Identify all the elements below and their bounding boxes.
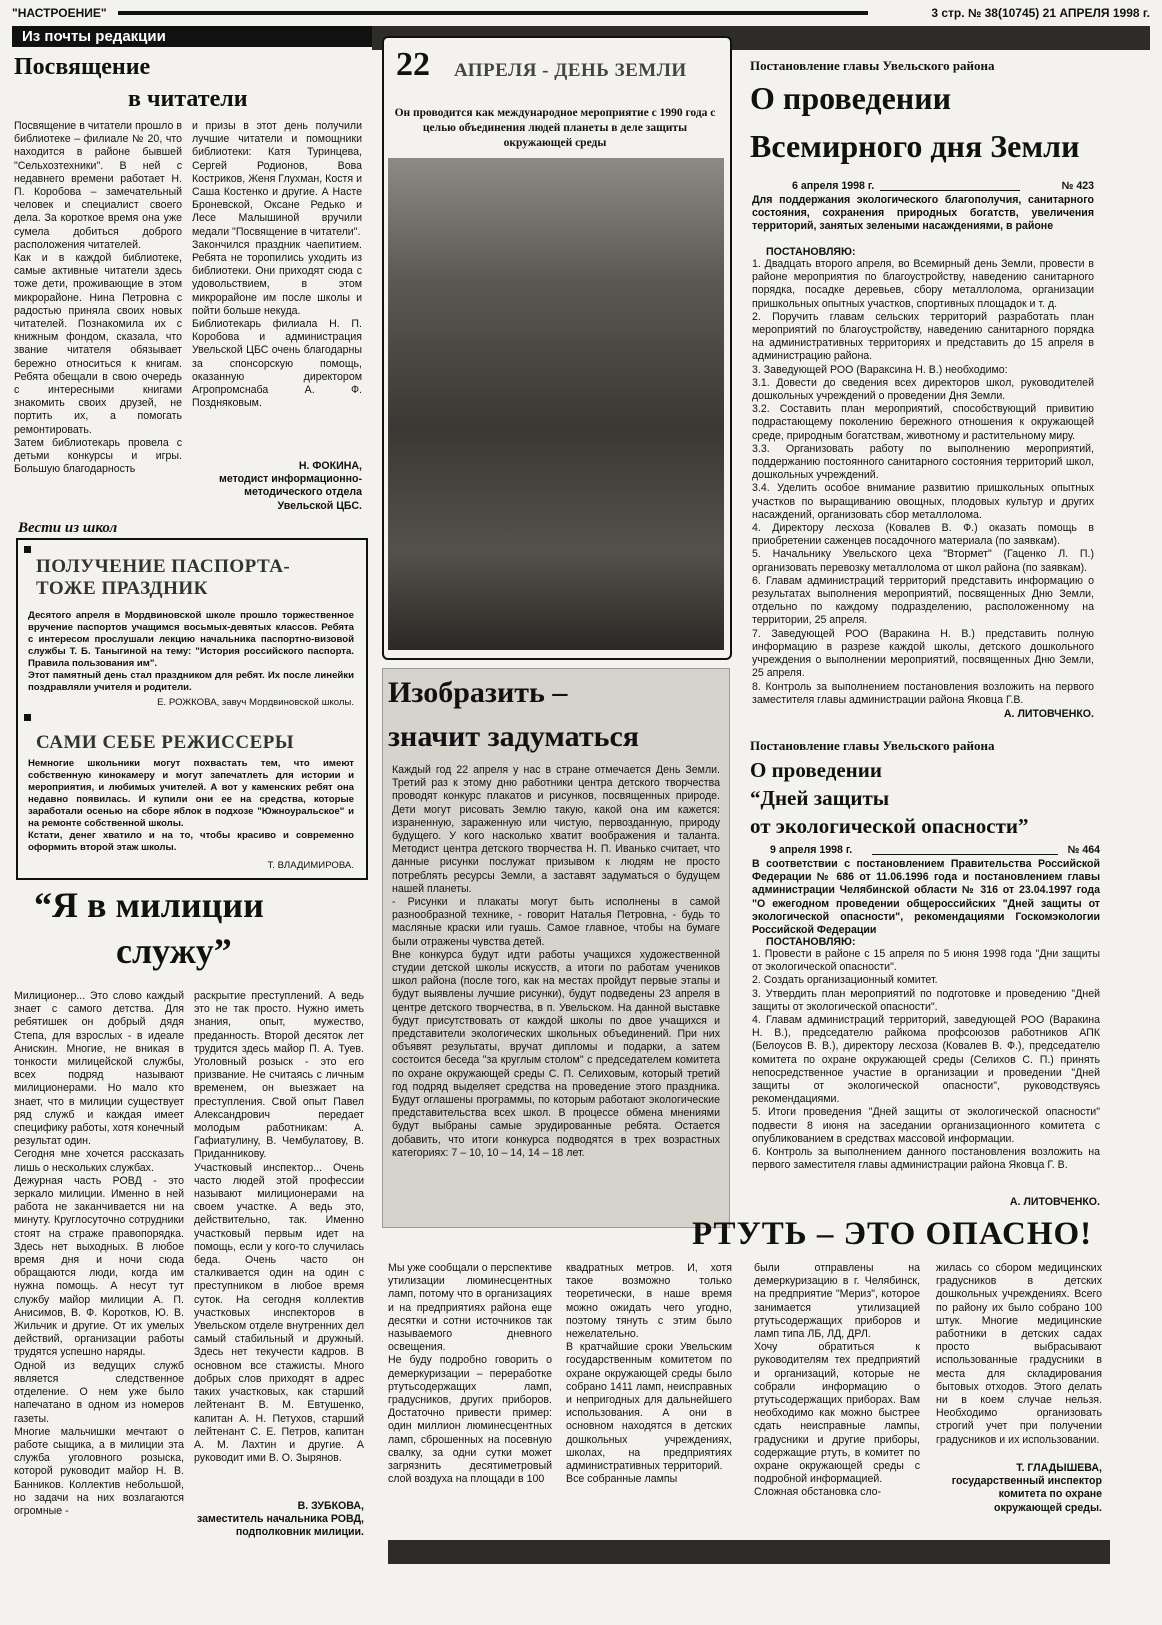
article-signature-militia: В. ЗУБКОВА, заместитель начальника РОВД, подполковник милиции.	[197, 1500, 364, 1539]
article-body-mercury-col4: жилась со сбором медицинских градусников в детских дошкольных учреждениях. Всего по району их было собрано 100 штук. Многие медицинские работники в детских садах просто выбрасывают использованные градусники в места для складирования бытовых отходов. Этого делать ни в коем случае нельзя. Необходимо организовать строгий учет при получении градусников и их использовании.	[936, 1262, 1102, 1446]
decree1-preamble: Для поддержания экологического благополучия, санитарного состояния, сохранения природных богатств, увеличения территорий, занятых зелеными насаждениями, в районе	[752, 194, 1094, 233]
school-item2-signature: Т. ВЛАДИМИРОВА.	[267, 860, 354, 871]
school-item1-signature: Е. РОЖКОВА, завуч Мордвиновской школы.	[157, 697, 354, 708]
decree2-title-2: “Дней защиты	[750, 786, 890, 810]
decree1-decree-word: ПОСТАНОВЛЯЮ:	[766, 246, 856, 258]
school-item1-body: Десятого апреля в Мордвиновской школе прошло торжественное вручение паспортов учащимся восьмых-девятых классов. Ребята с интересом прослушали лекцию начальника паспортно-визовой службы Т. Б. Таныгиной на тему: "История российского паспорта. Правила пользования им". Этот памятный день стал праздником для ребят. Их после линейки поздравляли учителя и родители.	[28, 610, 354, 693]
decree1-heading: Постановление главы Увельского района	[750, 58, 995, 73]
decree1-date-rule	[880, 190, 1020, 191]
rubric-school-news: Вести из школ	[18, 520, 118, 536]
article-title-contest: Изобразить –	[388, 676, 568, 709]
decree2-number: № 464	[1067, 844, 1100, 856]
decree1-title-2: Всемирного дня Земли	[750, 128, 1080, 164]
decree1-title: О проведении	[750, 80, 952, 116]
article-body-dedication-col2: и призы в этот день получили лучшие читатели и помощники библиотеки: Катя Туринцева, Сергей Родионов, Вова Костриков, Женя Глухман, Костя и Саша Костенко и другие. А Насте Броневской, Оксане Редько и Лесе Малышиной вручили медали "Посвящение в читатели". Закончился праздник чаепитием. Ребята не торопились уходить из библиотеки. Они приходят сюда с удовольствием, в этом микрорайоне им после школы и пойти больше некуда. Библиотекарь филиала Н. П. Коробова и администрация Увельской ЦБС очень благодарны за спонсорскую помощь, оказанную директором Агропромснаба А. Ф. Поздняковым.	[192, 120, 362, 410]
decree2-date-rule	[872, 854, 1058, 855]
article-title-contest-2: значит задуматься	[388, 720, 640, 753]
earth-day-title: АПРЕЛЯ - ДЕНЬ ЗЕМЛИ	[454, 60, 687, 81]
article-body-mercury-col2: квадратных метров. И, хотя такое возможно только теоретически, в наше время можно ожидать чего угодно, поэтому тянуть с этим было нежелательно. В кратчайшие сроки Увельским государственным комитетом по охране окружающей среды было собрано 1411 ламп, неисправных и непригодных для дальнейшего использования. А они в основном находятся в детских дошкольных учреждениях, школах, на предприятиях административных территорий. Все собранные лампы	[566, 1262, 732, 1486]
article-body-militia-col2: раскрытие преступлений. А ведь это не так просто. Нужно иметь знания, опыт, мужество, преданность. Второй десяток лет трудится здесь майор П. А. Туев. Уголовный розыск - это его призвание. Не считаясь с личным временем, он выезжает на преступления. Свой опыт Павел Александрович передает молодым работникам: А. Гафиатулину, В. Чембулатову, В. Приданникову. Участковый инспектор... Очень часто людей этой профессии называют милиционерами на своем участке. А ведь это, действительно, так. Именно участковый первым идет на помощь, если у кого-то случилась беда. Очень часто он сталкивается один на один с преступником в любое время суток. На сегодня коллектив участковых инспекторов в Увельском отделе внутренних дел самый стабильный и дружный. Здесь нет текучести кадров. В основном все стажисты. Много добрых слов приходят в адрес таких участковых, как старший лейтенант В. М. Евтушенко, капитан А. Н. Петухов, старший лейтенант С. Е. Петров, капитан А. М. Лахтин и другие. А руководит ими В. О. Зырянов.	[194, 990, 364, 1465]
article-title-militia-2: служу”	[116, 931, 232, 971]
bottom-dark-band	[388, 1540, 1110, 1564]
decree1-signature: А. ЛИТОВЧЕНКО.	[1003, 708, 1094, 720]
earth-day-subtitle: Он проводится как международное мероприятие с 1990 года с целью объединения людей планеты в деле защиты окружающей среды	[394, 107, 716, 149]
decree2-decree-word: ПОСТАНОВЛЯЮ:	[766, 936, 856, 948]
decree2-heading: Постановление главы Увельского района	[750, 738, 995, 753]
tree-photo	[388, 158, 724, 650]
square-bullet-icon	[24, 546, 31, 553]
decree1-date: 6 апреля 1998 г.	[792, 180, 875, 192]
decree2-title: О проведении	[750, 758, 882, 782]
issue-info: 3 стр. № 38(10745) 21 АПРЕЛЯ 1998 г.	[931, 6, 1150, 20]
earth-day-date: 22	[396, 46, 430, 83]
paper-name: "НАСТРОЕНИЕ"	[12, 6, 107, 20]
article-signature-dedication: Н. ФОКИНА, методист информационно-методического отдела Увельской ЦБС.	[219, 460, 362, 512]
article-body-dedication-col1: Посвящение в читатели прошло в библиотеке – филиале № 20, что находится в районе бывшей "Сельхозтехники". В ней с недавнего времени работает Н. П. Коробова – замечательный человек и специалист своего дела. За короткое время она уже сумела добиться доброго расположения читателей. Как и в каждой библиотеке, самые активные читатели здесь тоже дети, проживающие в этом микрорайоне. Нина Петровна с радостью приняла своих новых читателей. Познакомила их с книжным фондом, сказала, что звание читателя обязывает бережно относиться к книгам. Ребята обещали в свою очередь с интересными книгами знакомить своих друзей, не портить их, а помогать ремонтировать. Затем библиотекарь провела с детьми конкурсы и игры. Большую благодарность	[14, 120, 182, 476]
article-body-militia-col1: Милиционер... Это слово каждый знает с самого детства. Для ребятишек он добрый дядя Степа, для взрослых - в идеале Анискин. Многие, не вникая в тонкости милицейской службы, всех подряд называют милиционерами. Но мало кто знает, что в милиции существует ряд служб и каждая имеет специфику работы, хотя конечный результат один. Сегодня мне хочется рассказать лишь о нескольких службах. Дежурная часть РОВД - это зеркало милиции. Именно в ней работа не заканчивается ни на минуту. Круглосуточно сотрудники стоят на страже правопорядка. Здесь нет выходных. В любое время дня и ночи сюда обращаются люди, когда им нужна помощь. А несут тут службу майор милиции А. П. Анисимов, В. Ф. Коротков, Ю. В. Жильчик и другие. От их умелых действий, организации работы трудятся успешно наряды. Одной из ведущих служб является следственное отделение. О нем уже было напечатано в одном из номеров газеты. Многие мальчишки мечтают о работе сыщика, а в милиции эта служба уголовного розыска, которой руководит майор Н. В. Банников. Коллектив небольшой, но задачи на них возлагаются огромные -	[14, 990, 184, 1517]
decree1-body: 1. Двадцать второго апреля, во Всемирный день Земли, провести в районе мероприятия по благоустройству, наведению санитарного порядка, посадке деревьев, сбору металлолома, организации пришкольных опытных участков, спортивных площадок и т. д. 2. Поручить главам сельских территорий разработать план мероприятий по благоустройству, наведению санитарного порядка на административных территориях и представить до 15 апреля в администрацию района. 3. Заведующей РОО (Вараксина Н. В.) необходимо: 3.1. Довести до сведения всех директоров школ, руководителей дошкольных учреждений о проведении Дня Земли. 3.2. Составить план мероприятий, способствующий привитию подрастающему поколению бережного отношения к окружающей среде, природным богатствам, животному и растительному миру. 3.3. Организовать работу по выполнению мероприятий, поддержанию постоянного санитарного состояния территорий школ, дошкольных учреждений. 3.4. Уделить особое внимание развитию пришкольных опытных участков по выращиванию овощных, плодовых культур и других насаждений, организовать сбор металлолома. 4. Директору лесхоза (Ковалев В. Ф.) оказать помощь в приобретении саженцев посадочного материала (по заявкам). 5. Начальнику Увельского цеха "Втормет" (Гаценко Л. П.) организовать перевозку металлолома от школ района (по заявкам). 6. Главам администраций территорий представить информацию о результатах выполнения мероприятий, посвященных Дню Земли, отдельно по каждому подразделению, расположенному на территории, 25 апреля. 7. Заведующей РОО (Варакина Н. В.) представить полную информацию в разрезе каждой школы, детского дошкольного учреждения о выполнении мероприятий, посвященных Дню Земли, 25 апреля. 8. Контроль за выполнением постановления возложить на первого заместителя главы администрации района Яковца Г.В.	[752, 258, 1094, 704]
article-body-contest: Каждый год 22 апреля у нас в стране отмечается День Земли. Третий раз к этому дню работники центра детского творчества проводят конкурс плакатов и рисунков, посвященных природе. Дети могут рисовать Землю такую, какой она им кажется: израненную, зараженную или чистую, первозданную, природу будущего. У кого насколько хватит воображения и таланта. Методист центра детского творчества Н. П. Иванько считает, что данные рисунки послужат призывом к людям не просто потреблять ресурсы Земли, а заставят задуматься о будущем нашей планеты. - Рисунки и плакаты могут быть исполнены в самой разнообразной технике, - говорит Наталья Петровна, - будь то масляные краски или гуашь. Самое главное, чтобы на бумаге были отражены чувства детей. Вне конкурса будут идти работы учащихся художественной студии детской школы искусств, а итоги по работам учеников школ района (после того, как на местах пройдут первые этапы и будут выявлены лучшие рисунки), будут подведены 23 апреля в центре детского творчества, в п. Увельском. На данной выставке будут присутствовать от каждой школы по двое учащихся и представители экологических школьных объединений. При них объявят результаты, вручат дипломы и подарки, а затем состоится беседа "за круглым столом" с председателем комитета по охране окружающей среды С. П. Селиховым, который третий год подряд выделяет средства на проведение этого праздника. Будут оглашены программы, по которым работают экологические представительства всех школ. В процессе обмена мнениями будут выбраны самые эрудированные ребята. Остается добавить, что итоги конкурса подводятся в трех возрастных категориях: 7 – 10, 10 – 14, 14 – 18 лет.	[392, 764, 720, 1159]
article-title-dedication-2: в читатели	[128, 86, 248, 112]
masthead-rule	[118, 11, 868, 15]
article-title-militia: “Я в милиции	[34, 885, 264, 925]
decree2-preamble: В соответствии с постановлением Правительства Российской Федерации № 686 от 11.06.1996 года и постановлением главы администрации Челябинской области № 316 от 23.04.1997 года "О ежегодном проведении общероссийских "Дней защиты от экологической опасности", рекомендациями Госкомэкологии Российской Федерации	[752, 858, 1100, 937]
article-body-mercury-col1: Мы уже сообщали о перспективе утилизации люминесцентных ламп, потому что в организациях и на предприятиях района еще десятки и сотни источников так называемого дневного освещения. Не буду подробно говорить о демеркуризации – переработке ртутьсодержащих ламп, градусников, других приборов. Достаточно привести пример: один миллион люминесцентных ламп, сброшенных на посевную свалку, за одни сутки может загрязнить десятиметровый слой воздуха на площади в 100	[388, 1262, 552, 1486]
school-item1-title: ПОЛУЧЕНИЕ ПАСПОРТА- ТОЖЕ ПРАЗДНИК	[36, 556, 291, 599]
decree2-body: 1. Провести в районе с 15 апреля по 5 июня 1998 года "Дни защиты от экологической опасности". 2. Создать организационный комитет. 3. Утвердить план мероприятий по подготовке и проведению "Дней защиты от экологической опасности". 4. Главам администраций территорий, заведующей РОО (Варакина Н. В.), председателю райкома профсоюзов работников АПК (Белоусов В. В.), директору лесхоза (Ковалев В. Ф.), председателю комитета по охране окружающей среды (Селихов С. П.) принять непосредственное участие в организации и проведении "Дней защиты от экологической опасности", руководствуясь рекомендациями. 5. Итоги проведения "Дней защиты от экологической опасности" подвести 8 июня на заседании организационного комитета с опубликованием в средствах массовой информации. 6. Контроль за выполнением данного постановления возложить на первого заместителя главы администрации района Яковца Г. В.	[752, 948, 1100, 1172]
article-title-mercury: РТУТЬ – ЭТО ОПАСНО!	[692, 1216, 1093, 1252]
article-signature-mercury: Т. ГЛАДЫШЕВА, государственный инспектор комитета по охране окружающей среды.	[951, 1462, 1102, 1514]
article-title-dedication: Посвящение	[14, 54, 151, 80]
decree1-number: № 423	[1061, 180, 1094, 192]
decree2-date: 9 апреля 1998 г.	[770, 844, 853, 856]
decree2-signature: А. ЛИТОВЧЕНКО.	[1009, 1196, 1100, 1208]
rubric-mail: Из почты редакции	[12, 26, 372, 47]
square-bullet-icon	[24, 714, 31, 721]
school-item2-body: Немногие школьники могут похвастать тем, что имеют собственную кинокамеру и могут запечатлеть для истории и мероприятия, и любимых учителей. А вот у каменских ребят она недавно появилась. И купили они ее на средства, которые заработали осенью на сборе яблок в подхозе "Южноуральское" и на ремонте собственной школы. Кстати, денег хватило и на то, чтобы красиво и современно оформить второй этаж школы.	[28, 758, 354, 853]
article-body-mercury-col3: были отправлены на демеркуризацию в г. Челябинск, на предприятие "Мериз", которое занимается утилизацией ртутьсодержащих приборов и ламп типа ЛБ, ЛД, ДРЛ. Хочу обратиться к руководителям тех предприятий и организаций, которые не собрали информацию о ртутьсодержащих приборах. Вам необходимо как можно быстрее сдать неисправные лампы, градусники и другие приборы, содержащие ртуть, в комитет по охране окружающей среды с подробной информацией. Сложная обстановка сло-	[754, 1262, 920, 1499]
decree2-title-3: от экологической опасности”	[750, 814, 1029, 838]
school-item2-title: САМИ СЕБЕ РЕЖИССЕРЫ	[36, 732, 295, 753]
